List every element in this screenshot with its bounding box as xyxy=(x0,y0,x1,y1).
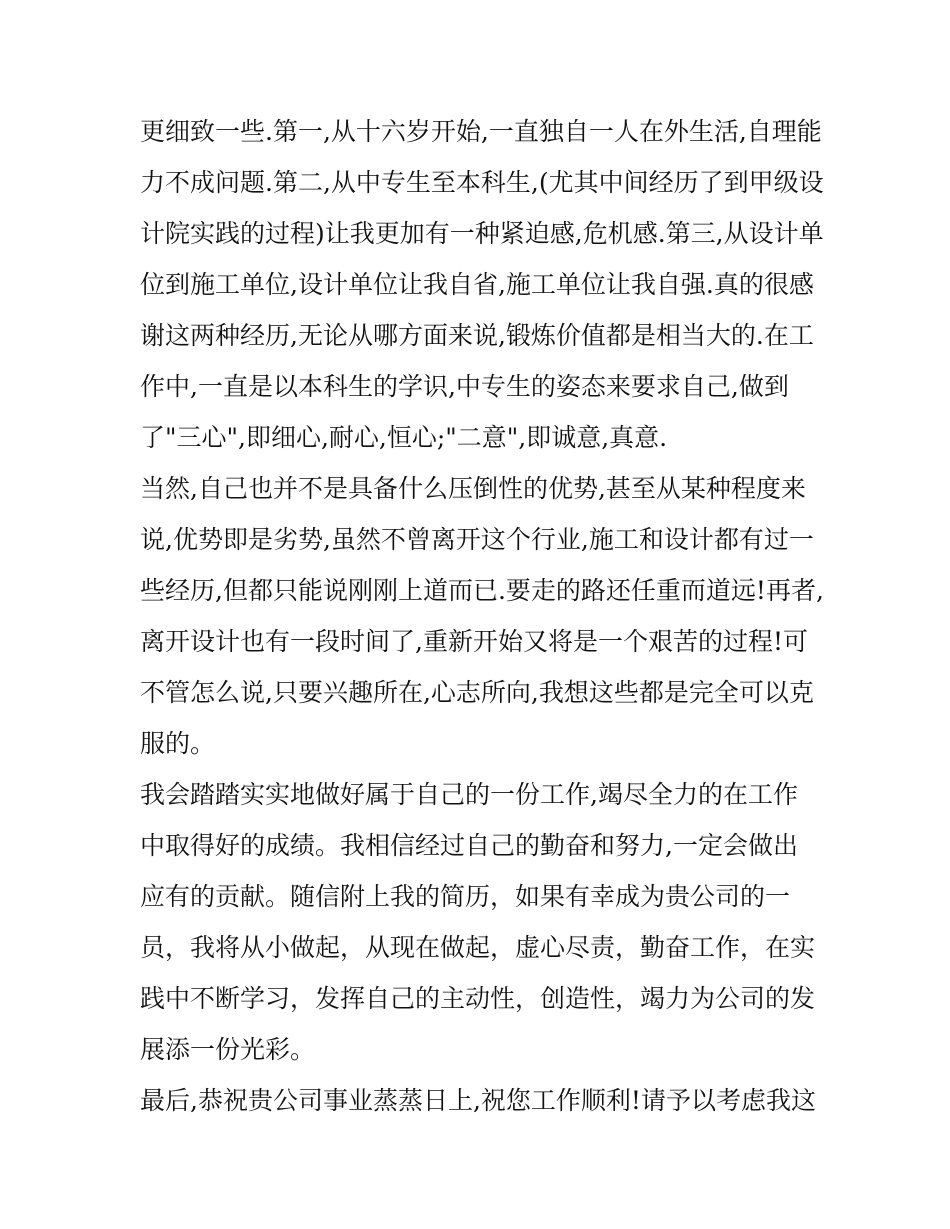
text-line: 位到施工单位,设计单位让我自省,施工单位让我自强.真的很感 xyxy=(140,270,814,299)
text-line: 当然,自己也并不是具备什么压倒性的优势,甚至从某种程度来 xyxy=(140,474,806,503)
text-line: 些经历,但都只能说刚刚上道而已.要走的路还任重而道远!再者, xyxy=(140,576,824,605)
text-line: 了"三心",即细心,耐心,恒心;"二意",即诚意,真意. xyxy=(140,423,668,452)
text-line: 我会踏踏实实地做好属于自己的一份工作,竭尽全力的在工作 xyxy=(140,780,798,809)
text-line: 力不成问题.第二,从中专生至本科生,(尤其中间经历了到甲级设 xyxy=(140,168,824,197)
text-line: 更细致一些.第一,从十六岁开始,一直独自一人在外生活,自理能 xyxy=(140,117,822,146)
text-line: 计院实践的过程)让我更加有一种紧迫感,危机感.第三,从设计单 xyxy=(140,219,824,248)
text-line: 谢这两种经历,无论从哪方面来说,锻炼价值都是相当大的.在工 xyxy=(140,321,814,350)
text-line: 展添一份光彩。 xyxy=(140,1035,316,1064)
text-line: 作中,一直是以本科生的学识,中专生的姿态来要求自己,做到 xyxy=(140,372,789,401)
text-line: 应有的贡献。随信附上我的简历，如果有幸成为贵公司的一 xyxy=(140,882,791,911)
text-line: 员，我将从小做起，从现在做起，虚心尽责，勤奋工作，在实 xyxy=(140,933,816,962)
text-line: 中取得好的成绩。我相信经过自己的勤奋和努力,一定会做出 xyxy=(140,831,798,860)
text-line: 说,优势即是劣势,虽然不曾离开这个行业,施工和设计都有过一 xyxy=(140,525,814,554)
text-line: 践中不断学习，发挥自己的主动性，创造性，竭力为公司的发 xyxy=(140,984,816,1013)
text-line: 最后,恭祝贵公司事业蒸蒸日上,祝您工作顺利!请予以考虑我这 xyxy=(140,1086,816,1115)
body-text xyxy=(140,106,824,1126)
text-line: 服的。 xyxy=(140,729,216,758)
text-line: 离开设计也有一段时间了,重新开始又将是一个艰苦的过程!可 xyxy=(140,627,808,656)
text-line: 不管怎么说,只要兴趣所在,心志所向,我想这些都是完全可以克 xyxy=(140,678,814,707)
